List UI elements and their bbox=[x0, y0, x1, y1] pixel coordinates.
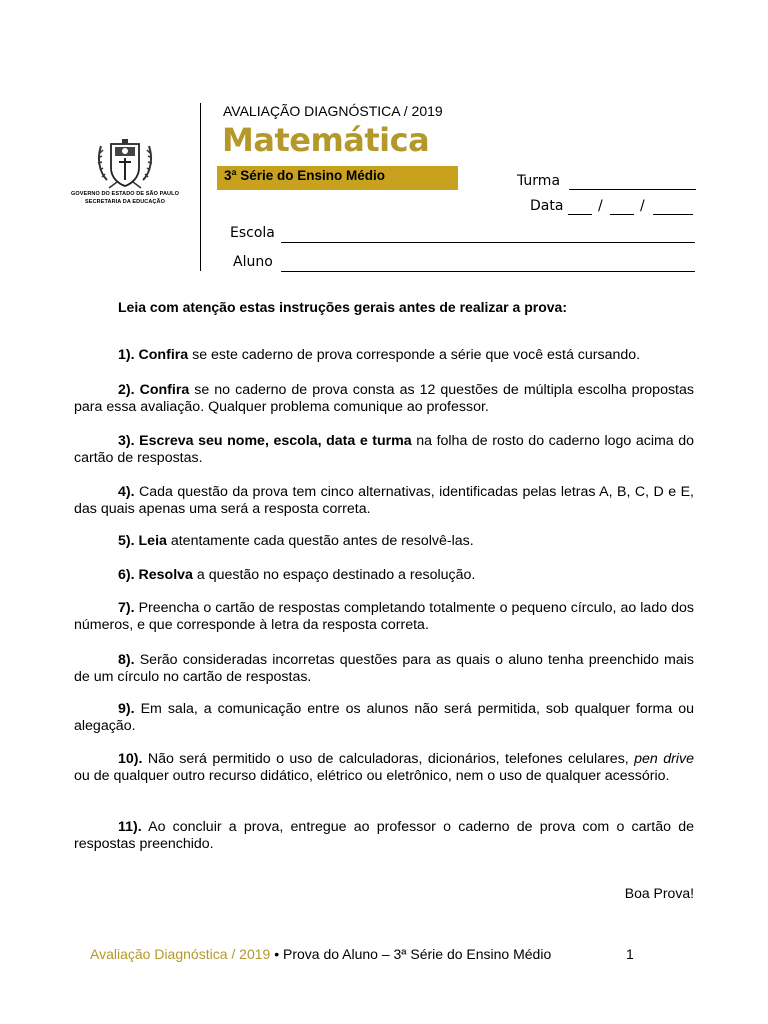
page-number: 1 bbox=[626, 946, 634, 962]
exam-title: AVALIAÇÃO DIAGNÓSTICA / 2019 bbox=[223, 103, 443, 119]
logo-secretariat-text: SECRETARIA DA EDUCAÇÃO bbox=[85, 199, 165, 205]
turma-field[interactable] bbox=[569, 189, 696, 190]
aluno-field[interactable] bbox=[281, 271, 695, 272]
date-year-field[interactable] bbox=[653, 214, 693, 215]
data-label: Data bbox=[530, 198, 564, 214]
state-seal-logo bbox=[66, 138, 184, 214]
aluno-label: Aluno bbox=[233, 254, 273, 270]
logo-government-text: GOVERNO DO ESTADO DE SÃO PAULO bbox=[71, 191, 179, 197]
footer-bullet: • bbox=[270, 946, 283, 962]
instruction-item: 2). Confira se no caderno de prova consta as 12 questões de múltipla escolha propostas para essa avaliação. Qualquer problema comunique ao professor. bbox=[74, 382, 694, 415]
instruction-item: 10). Não será permitido o uso de calculadoras, dicionários, telefones celulares, pen drive ou de qualquer outro recurso didático, elétrico ou eletrônico, nem o uso de qualquer acessório. bbox=[74, 751, 694, 784]
closing-text: Boa Prova! bbox=[624, 885, 694, 901]
date-month-field[interactable] bbox=[610, 214, 634, 215]
grade-label: 3ª Série do Ensino Médio bbox=[224, 168, 386, 183]
footer-document-name: Prova do Aluno – 3ª Série do Ensino Médio bbox=[283, 946, 552, 962]
instruction-item: 9). Em sala, a comunicação entre os alunos não será permitida, sob qualquer forma ou alegação. bbox=[74, 701, 694, 734]
date-day-field[interactable] bbox=[568, 214, 592, 215]
instruction-item: 6). Resolva a questão no espaço destinado a resolução. bbox=[118, 567, 476, 583]
instruction-item: 1). Confira se este caderno de prova corresponde a série que você está cursando. bbox=[118, 347, 641, 363]
instruction-item: 4). Cada questão da prova tem cinco alternativas, identificadas pelas letras A, B, C, D e E, das quais apenas uma será a resposta correta. bbox=[74, 484, 694, 517]
page-footer bbox=[90, 946, 551, 962]
instruction-item: 3). Escreva seu nome, escola, data e turma na folha de rosto do caderno logo acima do cartão de respostas. bbox=[74, 433, 695, 466]
escola-label: Escola bbox=[230, 225, 275, 241]
instructions-heading: Leia com atenção estas instruções gerais antes de realizar a prova: bbox=[118, 299, 567, 315]
turma-label: Turma bbox=[517, 173, 561, 189]
instruction-item: 5). Leia atentamente cada questão antes de resolvê-las. bbox=[118, 533, 474, 549]
date-separator: / bbox=[640, 198, 645, 214]
footer-exam-name: Avaliação Diagnóstica / 2019 bbox=[90, 946, 271, 962]
header-divider bbox=[200, 103, 201, 271]
date-separator: / bbox=[598, 198, 603, 214]
instruction-item: 8). Serão consideradas incorretas questões para as quais o aluno tenha preenchido mais de um círculo no cartão de respostas. bbox=[74, 652, 694, 685]
escola-field[interactable] bbox=[281, 242, 695, 243]
instruction-item: 11). Ao concluir a prova, entregue ao professor o caderno de prova com o cartão de respostas preenchido. bbox=[74, 819, 694, 852]
coat-of-arms-icon bbox=[95, 138, 155, 190]
instruction-item: 7). Preencha o cartão de respostas completando totalmente o pequeno círculo, ao lado dos números, e que corresponde à letra da resposta correta. bbox=[74, 600, 694, 633]
subject-title: Matemática bbox=[222, 121, 430, 159]
